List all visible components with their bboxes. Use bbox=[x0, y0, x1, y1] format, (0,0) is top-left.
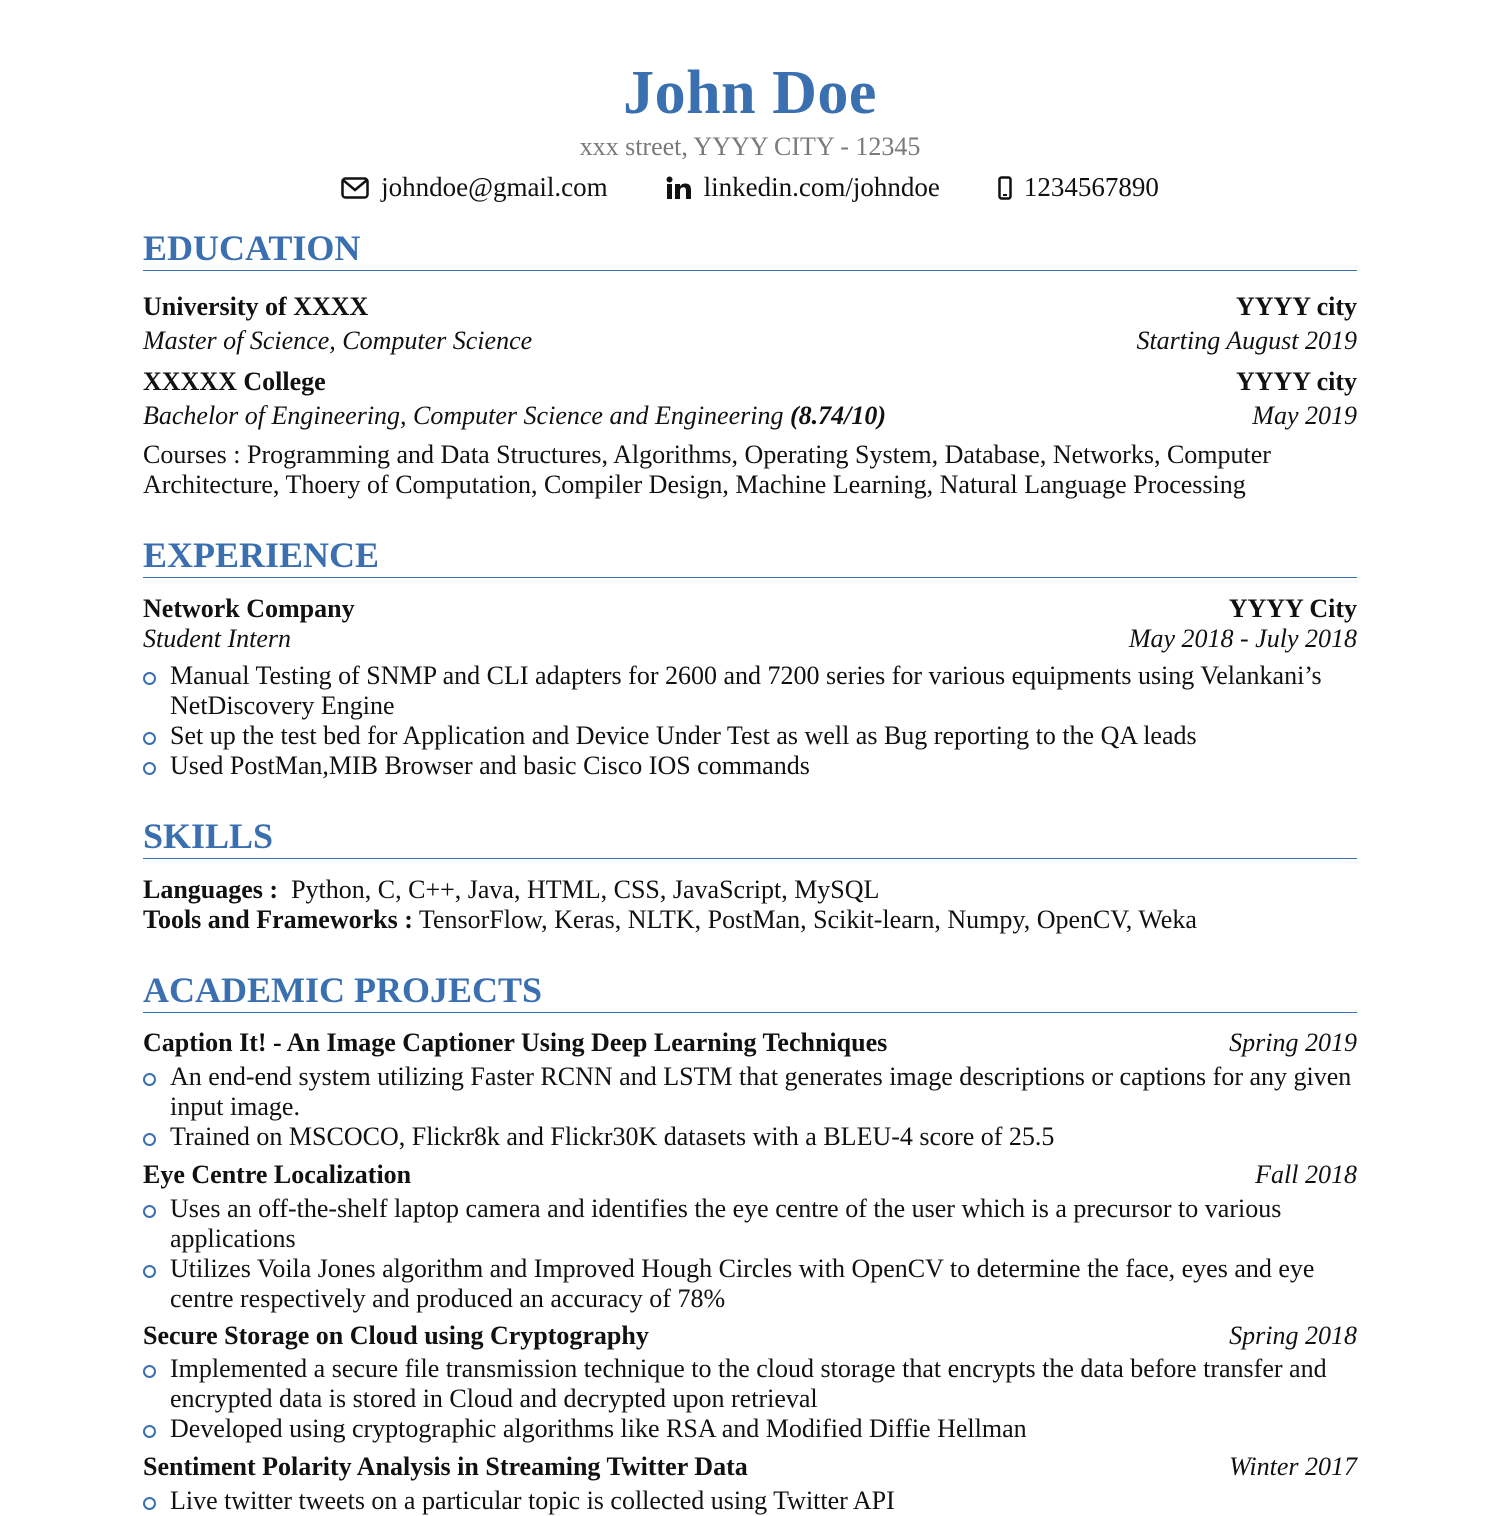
contact-email[interactable] bbox=[341, 172, 608, 203]
project-date: Winter 2017 bbox=[1229, 1452, 1357, 1481]
project-date: Spring 2019 bbox=[1229, 1028, 1357, 1057]
project-date: Spring 2018 bbox=[1229, 1321, 1357, 1350]
contact-bar bbox=[143, 172, 1357, 203]
project-bullets bbox=[143, 1486, 1357, 1516]
list-item: Uses an off-the-shelf laptop camera and identifies the eye centre of the user which is a precursor to various applications bbox=[143, 1194, 1357, 1254]
contact-phone[interactable] bbox=[998, 172, 1159, 203]
courses-line: Architecture, Thoery of Computation, Compiler Design, Machine Learning, Natural Language Processing bbox=[143, 470, 1246, 499]
skills-section-header bbox=[143, 816, 1357, 859]
skill-values: TensorFlow, Keras, NLTK, PostMan, Scikit-learn, Numpy, OpenCV, Weka bbox=[418, 905, 1197, 934]
list-item: Manual Testing of SNMP and CLI adapters for 2600 and 7200 series for various equipments using Velankani’s NetDiscovery Engine bbox=[143, 661, 1357, 721]
degree: Master of Science, Computer Science bbox=[143, 326, 533, 355]
project-name: Caption It! - An Image Captioner Using Deep Learning Techniques bbox=[143, 1028, 888, 1057]
project-entry bbox=[143, 1028, 1357, 1058]
bullet-circle-icon bbox=[143, 1425, 156, 1438]
school-name: XXXXX College bbox=[143, 367, 326, 396]
list-item: Implemented a secure file transmission technique to the cloud storage that encrypts the data before transfer and encrypted data is stored in Cloud and decrypted upon retrieval bbox=[143, 1354, 1357, 1414]
role: Student Intern bbox=[143, 624, 292, 653]
skills-languages bbox=[143, 875, 1357, 905]
resume-name: John Doe bbox=[623, 59, 877, 127]
education-entry bbox=[143, 292, 1357, 322]
education-degree-row bbox=[143, 326, 1357, 356]
project-name: Secure Storage on Cloud using Cryptography bbox=[143, 1321, 649, 1350]
project-bullets bbox=[143, 1062, 1357, 1152]
project-name: Sentiment Polarity Analysis in Streaming Twitter Data bbox=[143, 1452, 748, 1481]
section-title: ACADEMIC PROJECTS bbox=[143, 970, 543, 1010]
bullet-circle-icon bbox=[143, 1133, 156, 1146]
degree-with-gpa bbox=[143, 401, 886, 431]
section-title: EDUCATION bbox=[143, 228, 361, 268]
bullet-circle-icon bbox=[143, 1205, 156, 1218]
experience-entry bbox=[143, 594, 1357, 624]
experience-date: May 2018 - July 2018 bbox=[1128, 624, 1357, 653]
courses-paragraph bbox=[143, 440, 1357, 500]
education-entry bbox=[143, 367, 1357, 397]
email-text[interactable]: johndoe@gmail.com bbox=[381, 172, 608, 202]
bullet-circle-icon bbox=[143, 1265, 156, 1278]
project-bullets bbox=[143, 1354, 1357, 1444]
skills-tools bbox=[143, 905, 1357, 935]
education-section-header bbox=[143, 228, 1357, 271]
linkedin-icon bbox=[666, 176, 692, 200]
bullet-circle-icon bbox=[143, 1497, 156, 1510]
school-location: YYYY city bbox=[1235, 292, 1357, 321]
degree: Bachelor of Engineering, Computer Science and Engineering bbox=[143, 401, 784, 430]
experience-role-row bbox=[143, 624, 1357, 654]
project-bullets bbox=[143, 1194, 1357, 1314]
list-item: Developed using cryptographic algorithms like RSA and Modified Diffie Hellman bbox=[143, 1414, 1357, 1444]
contact-linkedin[interactable] bbox=[666, 172, 940, 203]
list-item: Set up the test bed for Application and Device Under Test as well as Bug reporting to the QA leads bbox=[143, 721, 1357, 751]
bullet-circle-icon bbox=[143, 672, 156, 685]
bullet-circle-icon bbox=[143, 1365, 156, 1378]
mobile-phone-icon bbox=[998, 176, 1012, 200]
courses-line: Courses : Programming and Data Structures, Algorithms, Operating System, Database, Networks, Computer bbox=[143, 440, 1271, 469]
project-entry bbox=[143, 1160, 1357, 1190]
bullet-circle-icon bbox=[143, 732, 156, 745]
project-entry bbox=[143, 1321, 1357, 1351]
list-item: An end-end system utilizing Faster RCNN and LSTM that generates image descriptions or captions for any given input image. bbox=[143, 1062, 1357, 1122]
education-date: May 2019 bbox=[1252, 401, 1357, 430]
experience-section-header bbox=[143, 535, 1357, 578]
skill-label: Tools and Frameworks : bbox=[143, 905, 413, 934]
bullet-circle-icon bbox=[143, 1073, 156, 1086]
company-name: Network Company bbox=[143, 594, 355, 623]
list-item: Used PostMan,MIB Browser and basic Cisco IOS commands bbox=[143, 751, 1357, 781]
projects-section-header bbox=[143, 970, 1357, 1013]
company-location: YYYY City bbox=[1228, 594, 1357, 623]
phone-text[interactable]: 1234567890 bbox=[1023, 172, 1159, 202]
skill-values: Python, C, C++, Java, HTML, CSS, JavaScript, MySQL bbox=[291, 875, 880, 904]
skill-label: Languages : bbox=[143, 875, 279, 904]
list-item: Live twitter tweets on a particular topic is collected using Twitter API bbox=[143, 1486, 1357, 1516]
education-date: Starting August 2019 bbox=[1136, 326, 1357, 355]
project-name: Eye Centre Localization bbox=[143, 1160, 412, 1189]
section-title: EXPERIENCE bbox=[143, 535, 380, 575]
gpa: (8.74/10) bbox=[789, 401, 887, 430]
school-location: YYYY city bbox=[1235, 367, 1357, 396]
envelope-icon bbox=[341, 177, 369, 199]
linkedin-text[interactable]: linkedin.com/johndoe bbox=[703, 172, 940, 202]
education-degree-row bbox=[143, 401, 1357, 431]
project-entry bbox=[143, 1452, 1357, 1482]
experience-bullets bbox=[143, 661, 1357, 781]
school-name: University of XXXX bbox=[143, 292, 369, 321]
address: xxx street, YYYY CITY - 12345 bbox=[579, 132, 921, 161]
project-date: Fall 2018 bbox=[1255, 1160, 1357, 1189]
list-item: Trained on MSCOCO, Flickr8k and Flickr30K datasets with a BLEU-4 score of 25.5 bbox=[143, 1122, 1357, 1152]
list-item: Utilizes Voila Jones algorithm and Improved Hough Circles with OpenCV to determine the face, eyes and eye centre respectively and produced an accuracy of 78% bbox=[143, 1254, 1357, 1314]
section-title: SKILLS bbox=[143, 816, 274, 856]
bullet-circle-icon bbox=[143, 762, 156, 775]
